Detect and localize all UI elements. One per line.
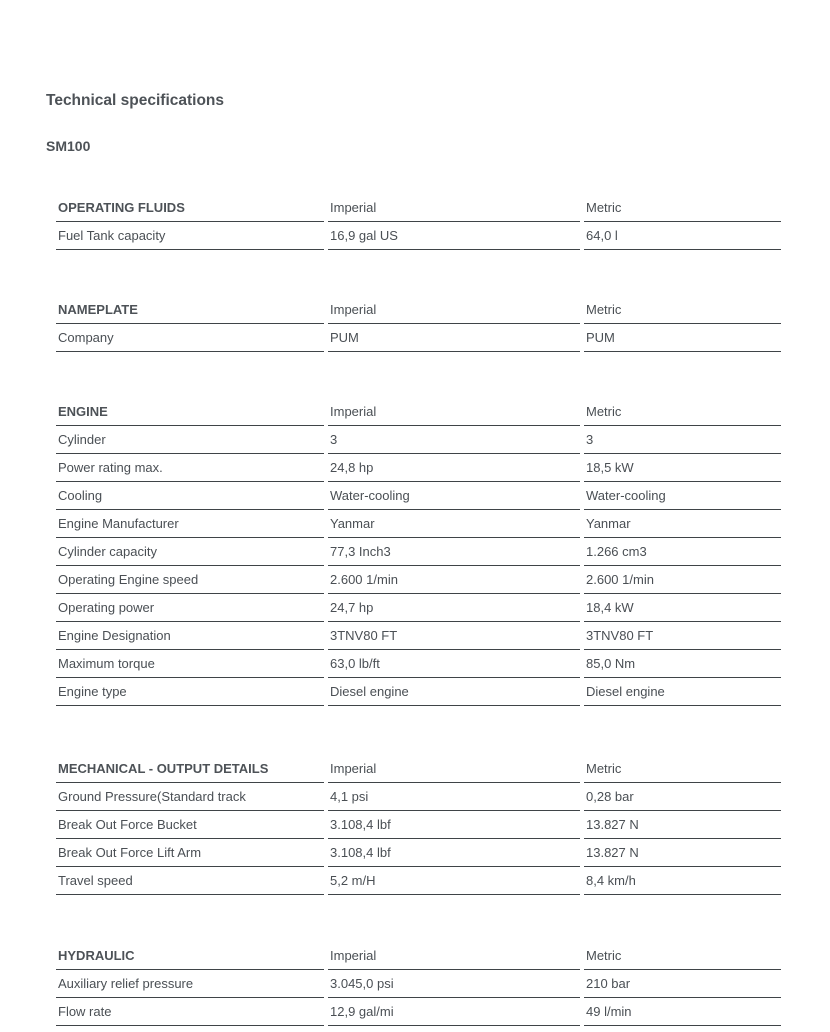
table-header-row: [56, 942, 781, 970]
spec-table-operating-fluids: [52, 194, 785, 250]
spec-label: Cylinder: [56, 426, 324, 454]
table-header-row: [56, 296, 781, 324]
spec-value-imperial: 3.045,0 psi: [328, 970, 580, 998]
spec-label: Cooling: [56, 482, 324, 510]
spec-value-imperial: 4,1 psi: [328, 783, 580, 811]
table-row: [56, 783, 781, 811]
spec-label: Company: [56, 324, 324, 352]
spec-value-metric: 3: [584, 426, 781, 454]
spec-value-imperial: 77,3 Inch3: [328, 538, 580, 566]
table-header-row: [56, 755, 781, 783]
spec-label: Fuel Tank capacity: [56, 222, 324, 250]
spec-value-metric: Diesel engine: [584, 678, 781, 706]
spec-value-imperial: 3.108,4 lbf: [328, 811, 580, 839]
spec-value-metric: Water-cooling: [584, 482, 781, 510]
table-header-row: [56, 398, 781, 426]
column-header-metric: Metric: [584, 398, 781, 426]
spec-label: Break Out Force Lift Arm: [56, 839, 324, 867]
column-header-metric: Metric: [584, 296, 781, 324]
table-header-row: [56, 194, 781, 222]
spec-value-metric: 2.600 1/min: [584, 566, 781, 594]
spec-value-imperial: Water-cooling: [328, 482, 580, 510]
spec-value-imperial: 5,2 m/H: [328, 867, 580, 895]
section-heading: MECHANICAL - OUTPUT DETAILS: [56, 755, 324, 783]
spec-value-metric: 49 l/min: [584, 998, 781, 1026]
table-row: [56, 622, 781, 650]
table-row: [56, 839, 781, 867]
spec-label: Engine type: [56, 678, 324, 706]
model-title: SM100: [46, 138, 91, 154]
spec-value-metric: 18,5 kW: [584, 454, 781, 482]
section-heading: OPERATING FLUIDS: [56, 194, 324, 222]
spec-value-metric: 18,4 kW: [584, 594, 781, 622]
spec-value-metric: 8,4 km/h: [584, 867, 781, 895]
spec-value-imperial: 24,7 hp: [328, 594, 580, 622]
spec-value-imperial: PUM: [328, 324, 580, 352]
table-row: [56, 998, 781, 1026]
spec-value-metric: 13.827 N: [584, 839, 781, 867]
table-row: [56, 650, 781, 678]
spec-value-metric: 13.827 N: [584, 811, 781, 839]
spec-label: Engine Manufacturer: [56, 510, 324, 538]
spec-value-metric: PUM: [584, 324, 781, 352]
spec-label: Operating Engine speed: [56, 566, 324, 594]
spec-value-imperial: Yanmar: [328, 510, 580, 538]
spec-value-imperial: 63,0 lb/ft: [328, 650, 580, 678]
spec-label: Power rating max.: [56, 454, 324, 482]
column-header-metric: Metric: [584, 755, 781, 783]
table-row: [56, 482, 781, 510]
spec-value-imperial: 24,8 hp: [328, 454, 580, 482]
spec-label: Operating power: [56, 594, 324, 622]
section-heading: NAMEPLATE: [56, 296, 324, 324]
column-header-metric: Metric: [584, 194, 781, 222]
spec-label: Travel speed: [56, 867, 324, 895]
spec-value-imperial: 2.600 1/min: [328, 566, 580, 594]
spec-label: Break Out Force Bucket: [56, 811, 324, 839]
column-header-imperial: Imperial: [328, 755, 580, 783]
table-row: [56, 222, 781, 250]
table-row: [56, 324, 781, 352]
spec-value-imperial: 3: [328, 426, 580, 454]
section-heading: ENGINE: [56, 398, 324, 426]
spec-value-metric: 3TNV80 FT: [584, 622, 781, 650]
spec-label: Auxiliary relief pressure: [56, 970, 324, 998]
column-header-imperial: Imperial: [328, 296, 580, 324]
spec-value-metric: 1.266 cm3: [584, 538, 781, 566]
spec-label: Maximum torque: [56, 650, 324, 678]
spec-table-hydraulic: [52, 942, 785, 1026]
column-header-imperial: Imperial: [328, 942, 580, 970]
spec-table-mechanical-output-details: [52, 755, 785, 895]
spec-table-nameplate: [52, 296, 785, 352]
spec-value-imperial: 3TNV80 FT: [328, 622, 580, 650]
spec-value-metric: 64,0 l: [584, 222, 781, 250]
spec-value-metric: 210 bar: [584, 970, 781, 998]
spec-value-metric: 0,28 bar: [584, 783, 781, 811]
table-row: [56, 426, 781, 454]
table-row: [56, 678, 781, 706]
column-header-imperial: Imperial: [328, 194, 580, 222]
spec-value-imperial: 16,9 gal US: [328, 222, 580, 250]
spec-value-imperial: 3.108,4 lbf: [328, 839, 580, 867]
table-row: [56, 811, 781, 839]
spec-label: Engine Designation: [56, 622, 324, 650]
spec-table-engine: [52, 398, 785, 706]
spec-value-imperial: Diesel engine: [328, 678, 580, 706]
spec-label: Flow rate: [56, 998, 324, 1026]
table-row: [56, 566, 781, 594]
spec-value-imperial: 12,9 gal/mi: [328, 998, 580, 1026]
spec-label: Cylinder capacity: [56, 538, 324, 566]
page-title: Technical specifications: [46, 92, 225, 109]
column-header-imperial: Imperial: [328, 398, 580, 426]
section-heading: HYDRAULIC: [56, 942, 324, 970]
table-row: [56, 510, 781, 538]
spec-label: Ground Pressure(Standard track: [56, 783, 324, 811]
spec-value-metric: Yanmar: [584, 510, 781, 538]
column-header-metric: Metric: [584, 942, 781, 970]
table-row: [56, 867, 781, 895]
table-row: [56, 970, 781, 998]
spec-value-metric: 85,0 Nm: [584, 650, 781, 678]
table-row: [56, 454, 781, 482]
table-row: [56, 538, 781, 566]
table-row: [56, 594, 781, 622]
